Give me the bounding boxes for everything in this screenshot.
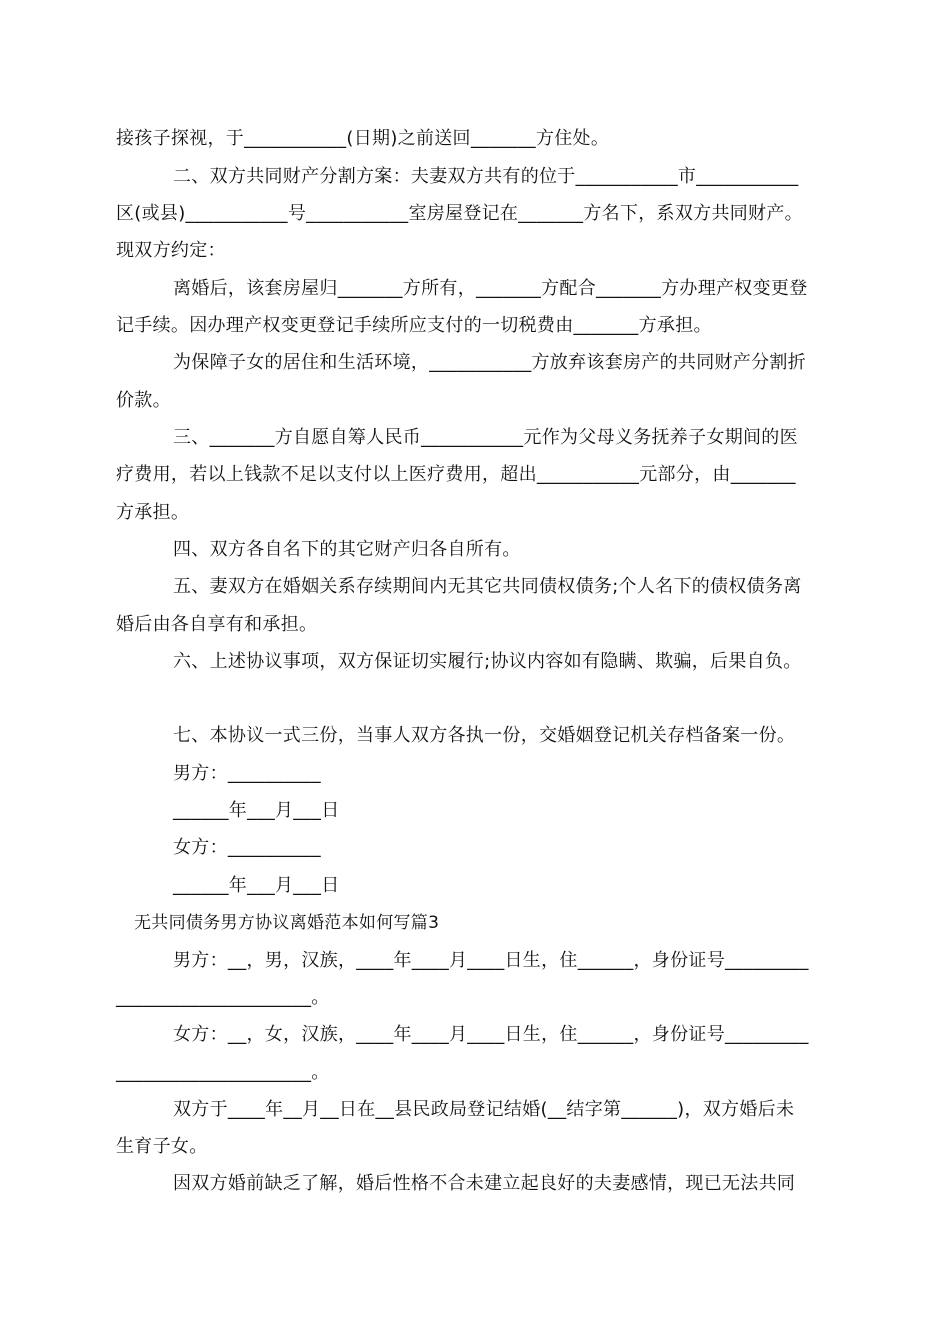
text-line-6: 记手续。因办理产权变更登记手续所应支付的一切税费由_______方承担。 (116, 315, 712, 336)
text-line-22: 男方：__，男，汉族，____年____月____日生，住______，身份证号_________ (173, 950, 809, 971)
text-line-2: 二、双方共同财产分割方案：夫妻双方共有的位于___________市___________ (173, 166, 799, 187)
signature-female-date: ______年___月___日 (173, 875, 340, 896)
text-line-11: 方承担。 (116, 502, 190, 523)
text-line-4: 现双方约定： (116, 240, 226, 261)
text-line-14: 婚后由各自享有和承担。 (116, 614, 318, 635)
text-line-15: 六、上述协议事项，双方保证切实履行;协议内容如有隐瞒、欺骗，后果自负。 (173, 651, 802, 672)
text-line-25: _____________________。 (116, 1062, 330, 1083)
text-line-28: 因双方婚前缺乏了解，婚后性格不合未建立起良好的夫妻感情，现已无法共同 (173, 1173, 796, 1194)
text-line-23: _____________________。 (116, 987, 330, 1008)
text-line-16: 七、本协议一式三份，当事人双方各执一份，交婚姻登记机关存档备案一份。 (173, 725, 796, 746)
text-line-1: 接孩子探视，于___________(日期)之前送回_______方住处。 (116, 128, 610, 149)
text-line-26: 双方于____年__月__日在__县民政局登记结婚(__结字第______)，双方婚后未 (173, 1099, 795, 1120)
signature-female-label: 女方：__________ (173, 837, 321, 858)
text-line-8: 价款。 (116, 390, 171, 411)
text-line-13: 五、妻双方在婚姻关系存续期间内无其它共同债权债务;个人名下的债权债务离 (173, 576, 802, 597)
section-heading: 无共同债务男方协议离婚范本如何写篇3 (134, 913, 440, 933)
text-line-24: 女方：__，女，汉族，____年____月____日生，住______，身份证号_________ (173, 1024, 809, 1045)
signature-male-label: 男方：__________ (173, 763, 321, 784)
text-line-7: 为保障子女的居住和生活环境，___________方放弃该套房产的共同财产分割折 (173, 352, 806, 373)
signature-male-date: ______年___月___日 (173, 800, 340, 821)
text-line-10: 疗费用，若以上钱款不足以支付以上医疗费用，超出___________元部分，由_______ (116, 464, 796, 485)
text-line-27: 生育子女。 (116, 1136, 208, 1157)
text-line-3: 区(或县)___________号___________室房屋登记在_______方名下，系双方共同财产。 (116, 203, 803, 224)
text-line-12: 四、双方各自名下的其它财产归各自所有。 (173, 539, 521, 560)
text-line-5: 离婚后，该套房屋归_______方所有，_______方配合_______方办理产权变更登 (173, 278, 808, 299)
text-line-9: 三、_______方自愿自筹人民币___________元作为父母义务抚养子女期间的医 (173, 427, 798, 448)
